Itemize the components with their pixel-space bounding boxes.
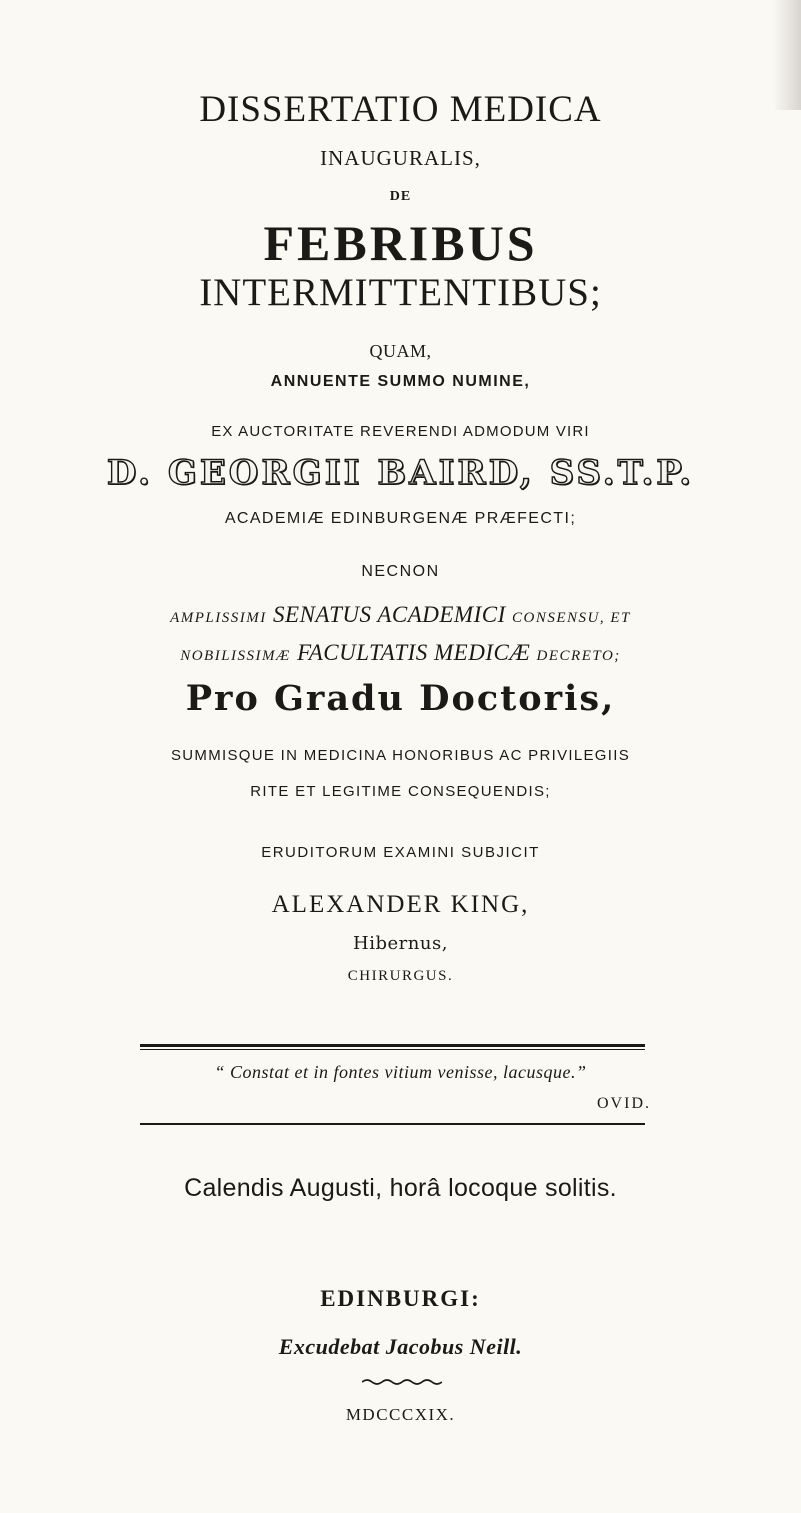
line-summisque: SUMMISQUE IN MEDICINA HONORIBUS AC PRIVILEGIIS	[170, 747, 631, 764]
phrase-consensu: CONSENSU, ET	[512, 610, 631, 626]
imprint-year: MDCCCXIX.	[345, 1405, 456, 1424]
heading-inauguralis: INAUGURALIS,	[320, 146, 481, 170]
line-ex-auctoritate: EX AUCTORITATE REVERENDI ADMODUM VIRI	[211, 423, 590, 440]
top-rule-thin	[140, 1049, 645, 1050]
word-amplissimi: AMPLISSIMI	[170, 610, 267, 626]
line-eruditorum: ERUDITORUM EXAMINI SUBJICIT	[261, 844, 540, 861]
word-necnon: NECNON	[361, 563, 440, 580]
title-intermittentibus: INTERMITTENTIBUS;	[199, 271, 602, 314]
author-origin: Hibernus,	[353, 933, 448, 954]
imprint-printer: Excudebat Jacobus Neill.	[278, 1334, 523, 1359]
word-quam: QUAM,	[369, 341, 432, 361]
wavy-ornament-icon	[362, 1378, 442, 1386]
name-georgii-baird: D. GEORGII BAIRD, SS.T.P.	[106, 453, 695, 493]
line-facultatis-medicae	[0, 640, 801, 666]
epigraph-attribution: OVID.	[597, 1095, 651, 1112]
epigraph-quote: “ Constat et in fontes vitium venisse, lacusque.”	[214, 1062, 587, 1082]
line-rite-et-legitime: RITE ET LEGITIME CONSEQUENDIS;	[250, 783, 551, 800]
blackletter-pro-gradu-doctoris: Pro Gradu Doctoris,	[185, 678, 616, 719]
phrase-senatus-academici: SENATUS ACADEMICI	[273, 602, 506, 627]
line-annuente: ANNUENTE SUMMO NUMINE,	[270, 373, 531, 390]
title-febribus: FEBRIBUS	[263, 215, 538, 271]
word-nobilissimae: NOBILISSIMÆ	[180, 648, 291, 664]
date-line: Calendis Augusti, horâ locoque solitis.	[184, 1174, 617, 1202]
line-senatus-academici	[0, 602, 801, 628]
line-academiae: ACADEMIÆ EDINBURGENÆ PRÆFECTI;	[224, 510, 577, 527]
author-profession: CHIRURGUS.	[347, 968, 454, 984]
imprint-city: EDINBURGI:	[320, 1286, 481, 1311]
word-decreto: DECRETO;	[536, 648, 621, 664]
bottom-rule	[140, 1123, 645, 1125]
heading-dissertatio-medica: DISSERTATIO MEDICA	[199, 89, 602, 130]
author-name: ALEXANDER KING,	[271, 891, 530, 918]
phrase-facultatis-medicae: FACULTATIS MEDICÆ	[297, 640, 531, 665]
word-de: DE	[389, 189, 412, 204]
top-rule	[140, 1044, 645, 1047]
